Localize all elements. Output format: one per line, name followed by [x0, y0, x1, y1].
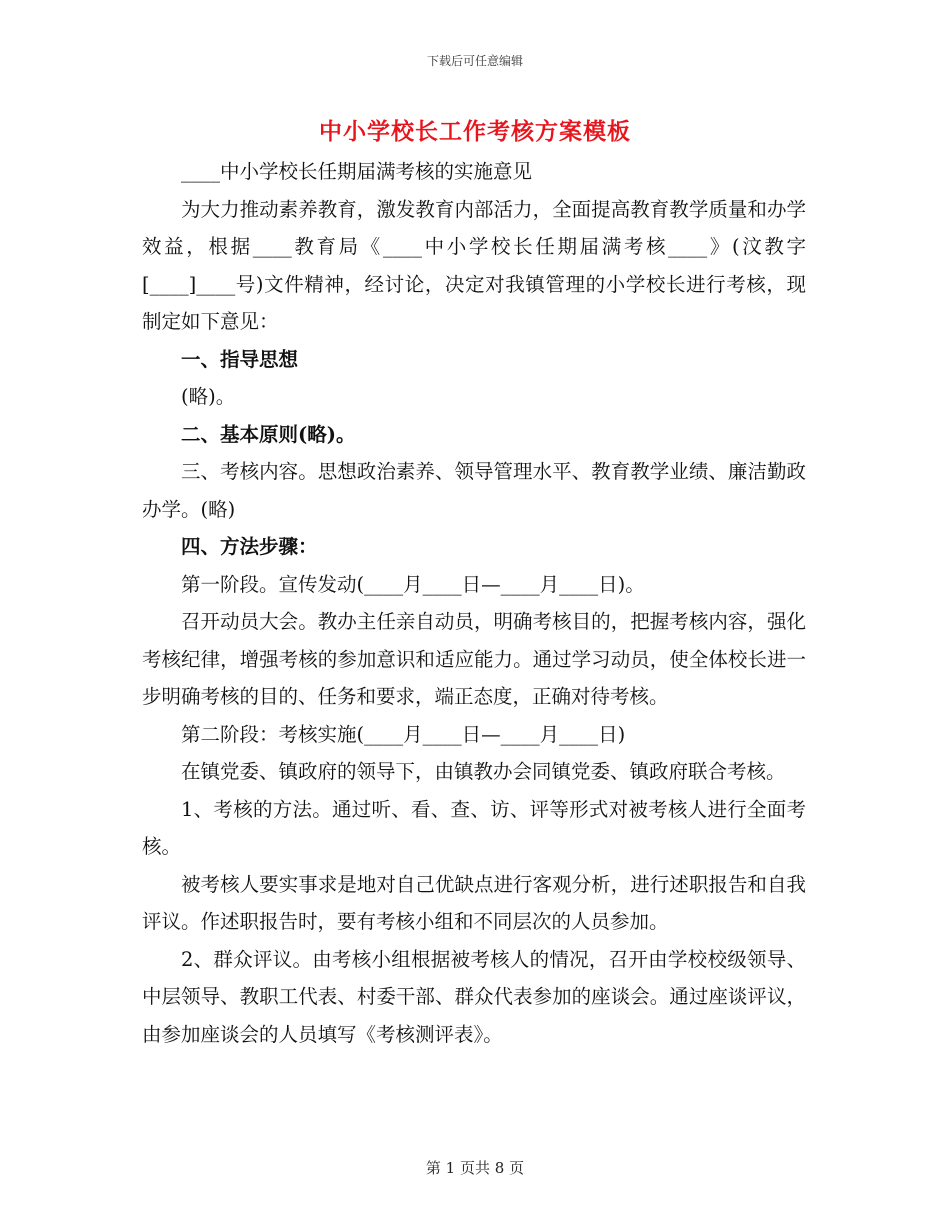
paragraph-stage-one: 第一阶段。宣传发动(____月____日—____月____日)。 [181, 572, 645, 596]
section-heading-guiding-thought: 一、指导思想 [181, 347, 299, 371]
document-title: 中小学校长工作考核方案模板 [319, 118, 631, 145]
paragraph-method-1: 1、考核的方法。通过听、看、查、访、评等形式对被考核人进行全面考核。 [142, 797, 806, 858]
paragraph-assessment-content: 三、考核内容。思想政治素养、领导管理水平、教育教学业绩、廉洁勤政办学。(略) [142, 460, 806, 521]
page-header-note: 下载后可任意编辑 [426, 54, 523, 68]
paragraph-mobilization: 召开动员大会。教办主任亲自动员，明确考核目的，把握考核内容，强化考核纪律，增强考核的参加意识和适应能力。通过学习动员，使全体校长进一步明确考核的目的、任务和要求，端正态度，正确对待考核。 [142, 610, 806, 708]
paragraph-public-review: 2、群众评议。由考核小组根据被考核人的情况，召开由学校校级领导、中层领导、教职工代表、村委干部、群众代表参加的座谈会。通过座谈评议，由参加座谈会的人员填写《考核测评表》。 [142, 947, 806, 1046]
section-heading-method-steps: 四、方法步骤： [181, 535, 318, 558]
section-heading-basic-principles: 二、基本原则(略)。 [181, 422, 356, 446]
paragraph-self-report: 被考核人要实事求是地对自己优缺点进行客观分析，进行述职报告和自我评议。作述职报告时，要有考核小组和不同层次的人员参加。 [142, 872, 806, 933]
document-body [142, 153, 806, 1053]
paragraph-preamble: 为大力推动素养教育，激发教育内部活力，全面提高教育教学质量和办学效益，根据____教育局《____中小学校长任期届满考核____》(汶教字[____]____号)文件精神，经讨论，决定对我镇管理的小学校长进行考核，现制定如下意见： [142, 197, 806, 333]
paragraph-intro-title: ____中小学校长任期届满考核的实施意见 [181, 160, 533, 183]
paragraph-stage-two: 第二阶段：考核实施(____月____日—____月____日) [181, 722, 626, 746]
page-footer: 第 1 页共 8 页 [425, 1159, 525, 1177]
paragraph-omitted-1: (略)。 [181, 385, 236, 408]
paragraph-joint-assessment: 在镇党委、镇政府的领导下，由镇教办会同镇党委、镇政府联合考核。 [181, 760, 786, 783]
